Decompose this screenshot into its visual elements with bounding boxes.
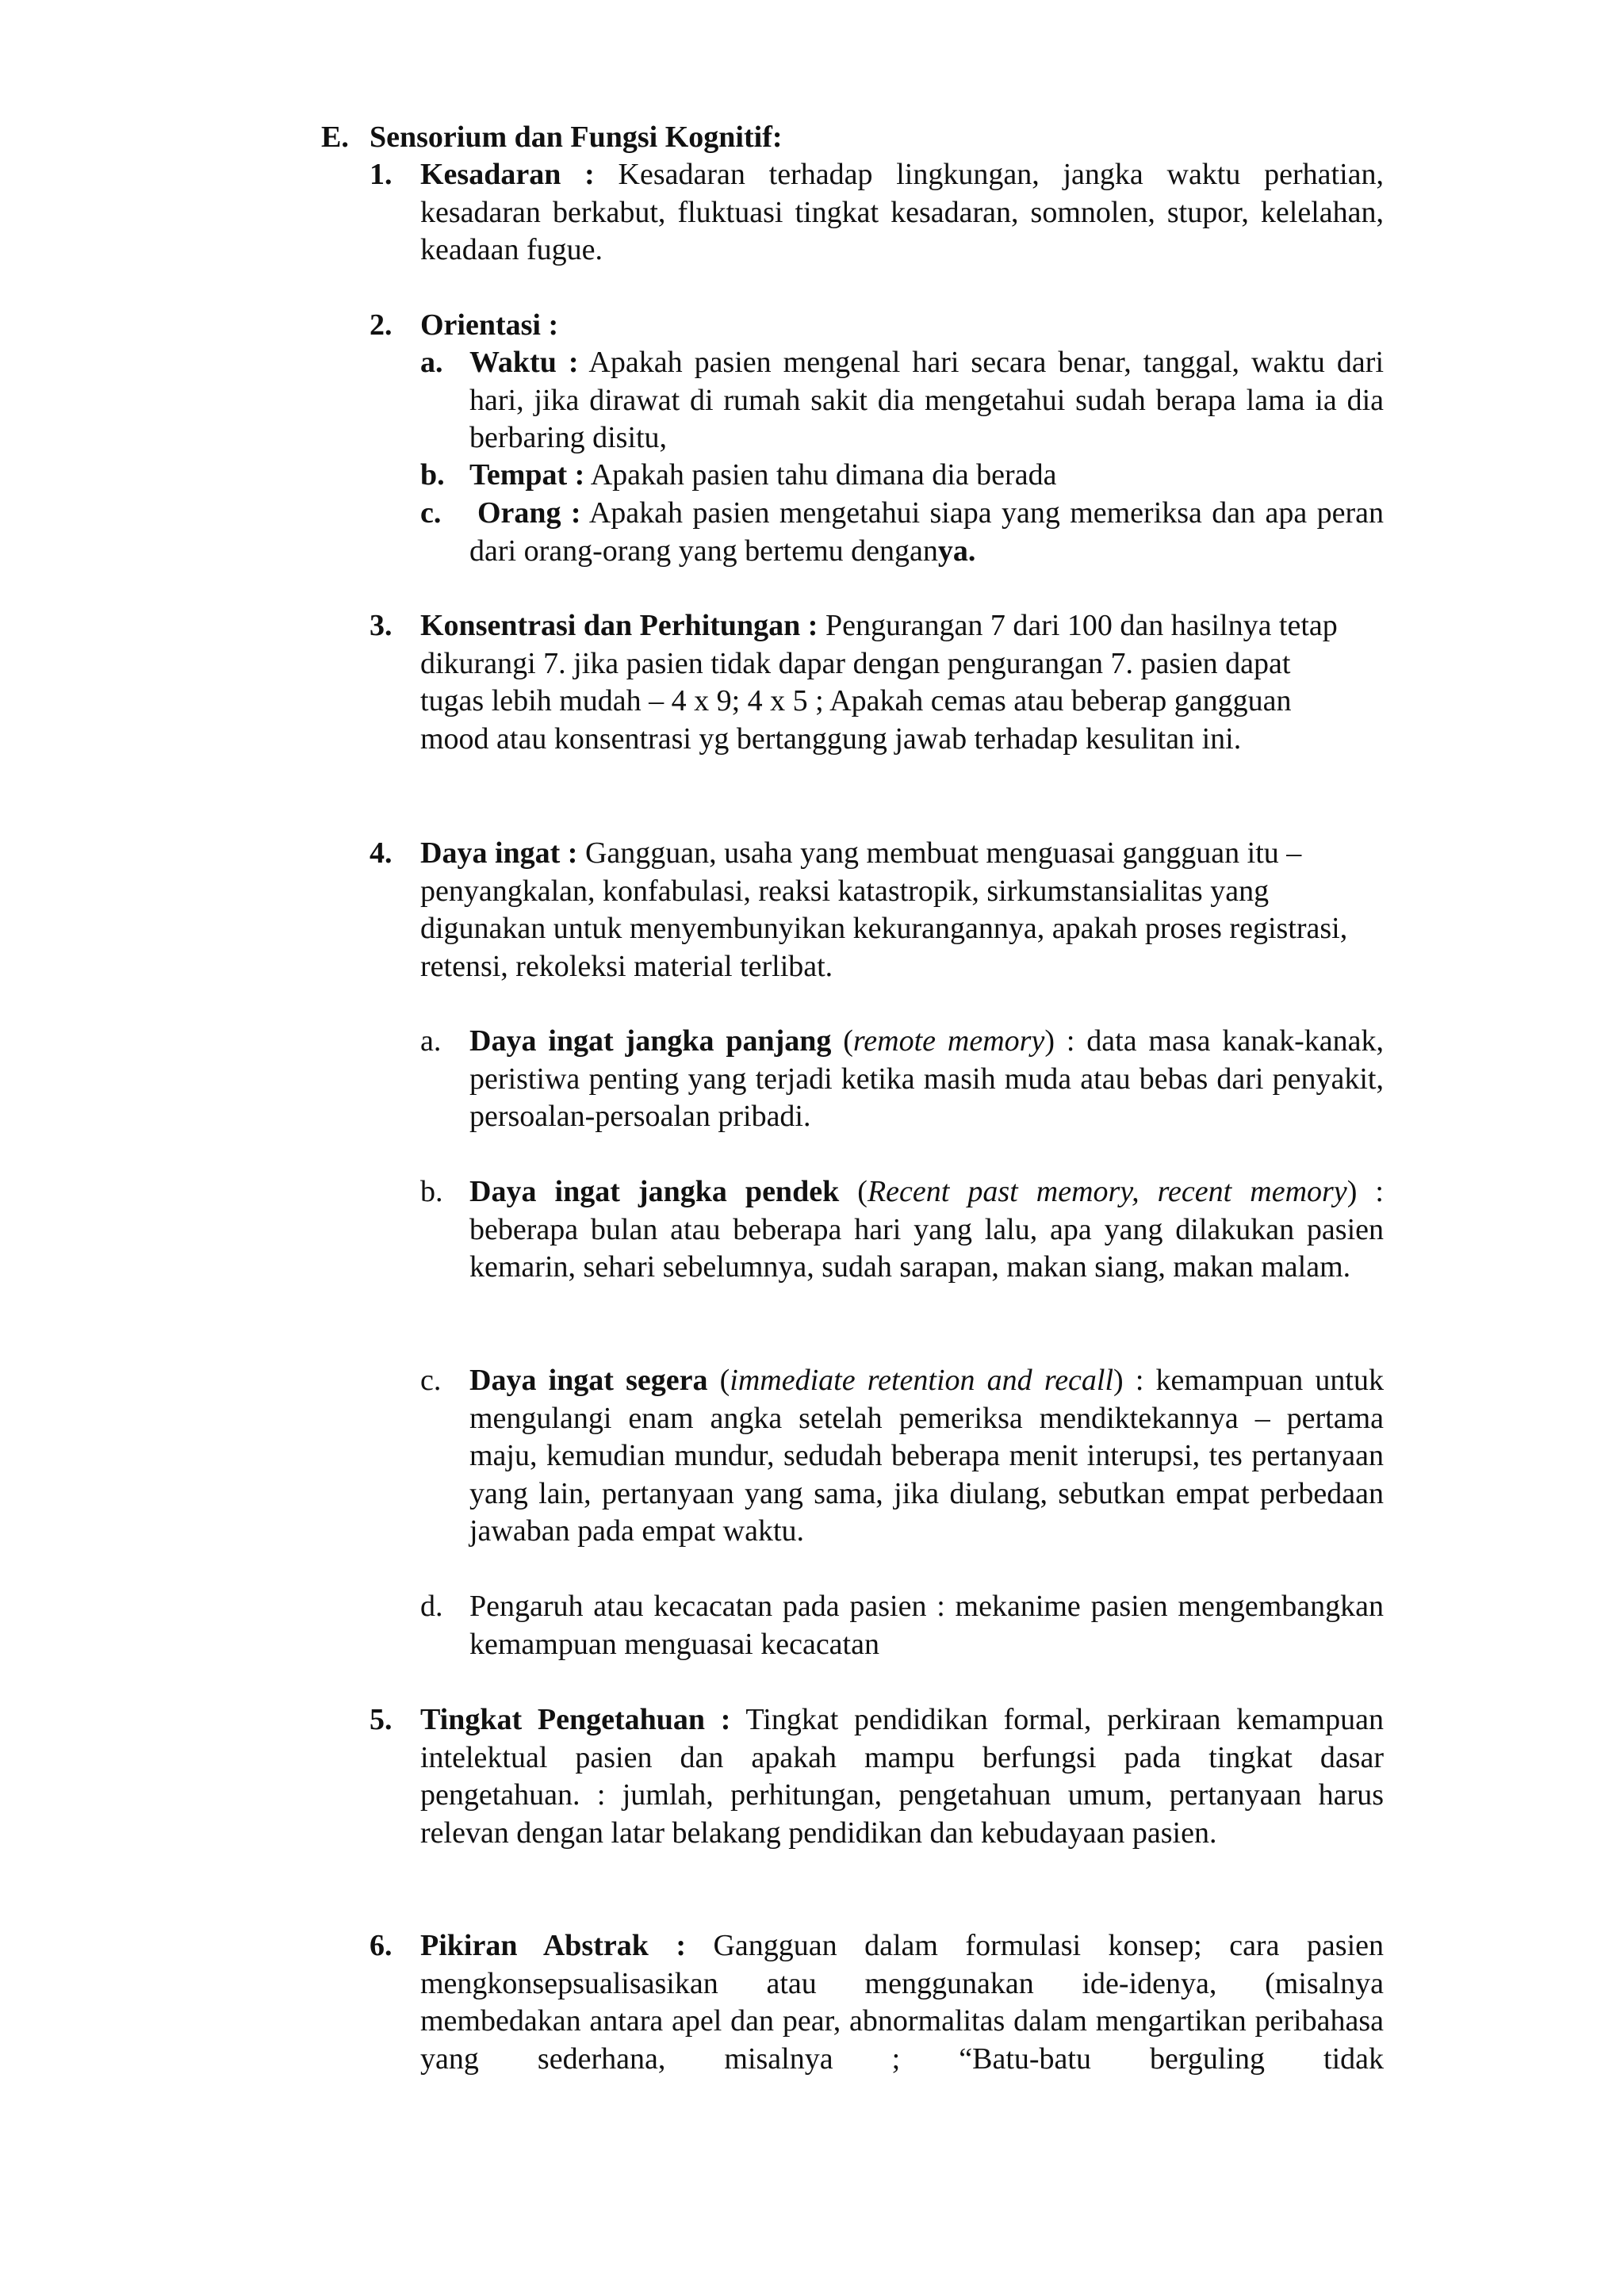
item-label: Konsentrasi dan Perhitungan : [420, 609, 818, 642]
section-letter: E. [321, 121, 349, 154]
item-paragraph [420, 1701, 1384, 1852]
item-text: Gangguan, usaha yang membuat menguasai gangguan itu – penyangkalan, konfabulasi, reaksi katastropik, sirkumstansialitas yang digunakan untuk menyembunyikan kekurangannya, apakah proses registrasi, retensi, rekoleksi material terlibat. [420, 836, 1348, 983]
subitem-letter: a. [420, 1024, 442, 1058]
subitem-paragraph [469, 1588, 1384, 1663]
subitem-letter: b. [420, 1175, 443, 1208]
item-text: Kesadaran terhadap lingkungan, jangka waktu perhatian, kesadaran berkabut, fluktuasi tingkat kesadaran, somnolen, stupor, kelelahan, keadaan fugue. [420, 158, 1384, 266]
subitem-text: Pengaruh atau kecacatan pada pasien : mekanime pasien mengembangkan kemampuan menguasai kecacatan [469, 1590, 1384, 1661]
item-number: 5. [370, 1703, 393, 1736]
subitem-letter: a. [420, 346, 443, 379]
subitem-letter: b. [420, 458, 445, 492]
subitem-paragraph [469, 457, 1384, 495]
item-text: Tingkat pendidikan formal, perkiraan kemampuan intelektual pasien dan apakah mampu berfungsi pada tingkat dasar pengetahuan. : jumlah, perhitungan, pengetahuan umum, pertanyaan harus relevan dengan latar belakang pendidikan dan kebudayaan pasien. [420, 1703, 1384, 1850]
subitem-letter: c. [420, 1364, 442, 1397]
subitem-text: Apakah pasien mengetahui siapa yang memeriksa dan apa peran dari orang-orang yang bertemu dengan [469, 496, 1384, 568]
subitem-paren-open: ( [839, 1175, 868, 1208]
subitem-text: Apakah pasien mengenal hari secara benar, tanggal, waktu dari hari, jika dirawat di rumah sakit dia mengetahui sudah berapa lama ia dia berbaring disitu, [469, 346, 1384, 454]
item-paragraph [420, 835, 1384, 985]
subitem-label: Tempat : [469, 458, 585, 492]
subitem-term: immediate retention and recall [730, 1364, 1114, 1397]
item-paragraph [420, 607, 1356, 758]
item-number: 3. [370, 609, 393, 642]
subitem-paragraph [469, 1362, 1384, 1551]
item-text: Gangguan dalam formulasi konsep; cara pasien mengkonsepsualisasikan atau menggunakan ide-idenya, (misalnya membedakan antara apel dan pear, abnormalitas dalam mengartikan peribahasa yang sederhana, misalnya ; “Batu-batu berguling tidak [420, 1929, 1384, 2076]
item-paragraph [420, 156, 1384, 270]
section-title: Sensorium dan Fungsi Kognitif: [370, 121, 783, 154]
item-number: 2. [370, 308, 393, 342]
item-label: Kesadaran : [420, 158, 595, 191]
item-label: Pikiran Abstrak : [420, 1929, 686, 1962]
item-paragraph [420, 1927, 1384, 2078]
subitem-letter: c. [420, 496, 442, 530]
subitem-label: Waktu : [469, 346, 579, 379]
subitem-paren-open: ( [831, 1024, 853, 1058]
subitem-paren-close: ) [1346, 1175, 1358, 1208]
subitem-label: Daya ingat segera [469, 1364, 708, 1397]
subitem-text: Apakah pasien tahu dimana dia berada [584, 458, 1057, 492]
subitem-text: : data masa kanak-kanak, peristiwa penting yang terjadi ketika masih muda atau bebas dari penyakit, persoalan-persoalan pribadi. [469, 1024, 1385, 1133]
subitem-paragraph [469, 344, 1384, 457]
item-label: Orientasi : [420, 308, 559, 342]
subitem-paragraph [469, 495, 1384, 570]
item-number: 4. [370, 836, 393, 870]
subitem-label: Daya ingat jangka pendek [469, 1175, 840, 1208]
subitem-term: Recent past memory, recent memory [867, 1175, 1347, 1208]
subitem-paren-close: ) [1044, 1024, 1055, 1058]
subitem-text: : beberapa bulan atau beberapa hari yang lalu, apa yang dilakukan pasien kemarin, sehari sebelumnya, sudah sarapan, makan siang, makan malam. [469, 1175, 1384, 1284]
subitem-label: Orang : [477, 496, 581, 530]
subitem-paren-open: ( [707, 1364, 730, 1397]
subitem-tail: ya. [937, 534, 976, 568]
item-label: Daya ingat : [420, 836, 578, 870]
subitem-label: Daya ingat jangka panjang [469, 1024, 832, 1058]
subitem-text: : kemampuan untuk mengulangi enam angka setelah pemeriksa mendiktekannya – pertama maju, kemudian mundur, sedudah beberapa menit interupsi, tes pertanyaan yang lain, pertanyaan yang sama, jika diulang, sebutkan empat perbedaan jawaban pada empat waktu. [469, 1364, 1384, 1548]
subitem-paren-close: ) [1113, 1364, 1124, 1397]
subitem-term: remote memory [852, 1024, 1045, 1058]
item-number: 1. [370, 158, 393, 191]
item-text: Pengurangan 7 dari 100 dan hasilnya tetap dikurangi 7. jika pasien tidak dapar dengan pengurangan 7. pasien dapat tugas lebih mudah – 4 x 9; 4 x 5 ; Apakah cemas atau beberap gangguan mood atau konsentrasi yg bertanggung jawab terhadap kesulitan ini. [420, 609, 1338, 756]
item-label: Tingkat Pengetahuan : [420, 1703, 731, 1736]
subitem-paragraph [469, 1173, 1384, 1287]
subitem-letter: d. [420, 1590, 443, 1623]
subitem-paragraph [469, 1023, 1384, 1136]
item-number: 6. [370, 1929, 393, 1962]
